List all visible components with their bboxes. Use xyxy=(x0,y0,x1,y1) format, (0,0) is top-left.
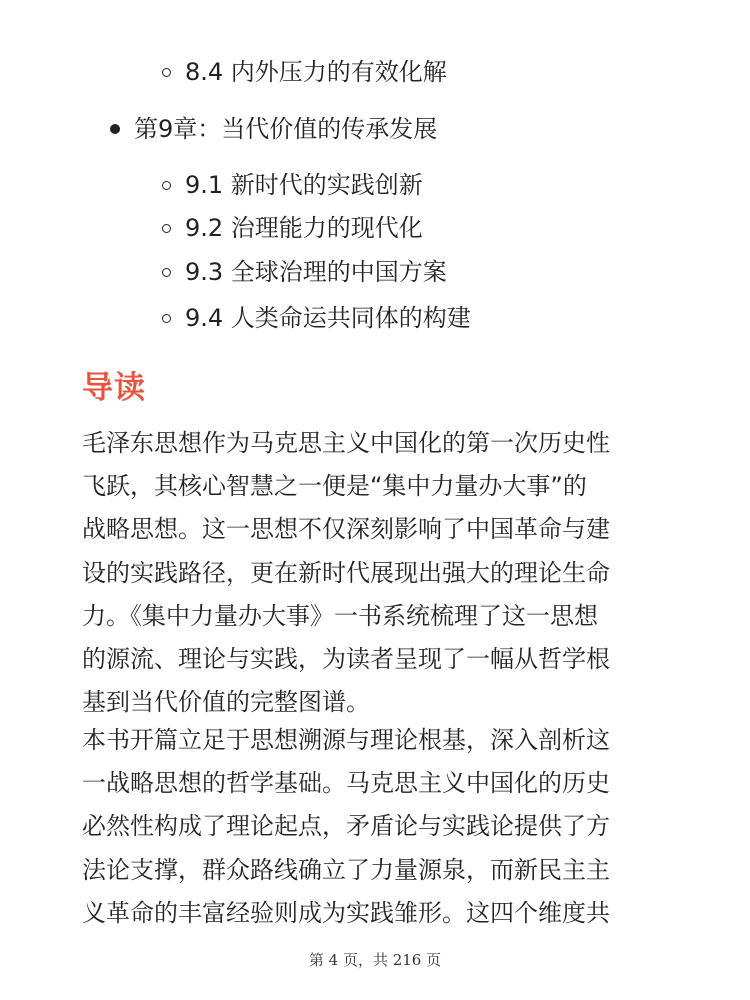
toc-section-item xyxy=(162,56,447,88)
hollow-bullet-icon xyxy=(162,181,171,190)
paragraph-line: 基到当代价值的完整图谱。 xyxy=(82,688,370,717)
toc-chapter-label: 第9章：当代价值的传承发展 xyxy=(134,115,438,143)
page-number-footer: 第 4 页，共 216 页 xyxy=(308,951,442,969)
body-paragraph xyxy=(82,422,672,724)
hollow-bullet-icon xyxy=(162,314,171,323)
toc-section-item xyxy=(162,256,447,288)
toc-section-item xyxy=(162,169,423,201)
paragraph-line: 战略思想。这一思想不仅深刻影响了中国革命与建 xyxy=(82,515,610,544)
toc-section-item xyxy=(162,212,423,244)
body-paragraph xyxy=(82,719,672,935)
paragraph-line: 一战略思想的哲学基础。马克思主义中国化的历史 xyxy=(82,769,610,798)
paragraph-line: 义革命的丰富经验则成为实践雏形。这四个维度共 xyxy=(82,898,610,927)
toc-section-label: 8.4 内外压力的有效化解 xyxy=(185,58,447,86)
paragraph-line: 毛泽东思想作为马克思主义中国化的第一次历史性 xyxy=(82,429,610,457)
paragraph-line: 的源流、理论与实践，为读者呈现了一幅从哲学根 xyxy=(82,644,610,673)
paragraph-line: 设的实践路径，更在新时代展现出强大的理论生命 xyxy=(82,558,610,587)
paragraph-line: 法论支撑，群众路线确立了力量源泉，而新民主主 xyxy=(82,855,610,884)
paragraph-line: 必然性构成了理论起点，矛盾论与实践论提供了方 xyxy=(82,812,610,841)
paragraph-line: 飞跃，其核心智慧之一便是“集中力量办大事”的 xyxy=(82,472,587,501)
section-heading: 导读 xyxy=(82,370,146,406)
toc-section-label: 9.2 治理能力的现代化 xyxy=(185,214,423,242)
hollow-bullet-icon xyxy=(162,68,171,77)
paragraph-line: 本书开篇立足于思想溯源与理论根基，深入剖析这 xyxy=(82,726,610,754)
toc-chapter-item xyxy=(110,113,437,145)
hollow-bullet-icon xyxy=(162,224,171,233)
paragraph-line: 力。《集中力量办大事》一书系统梳理了这一思想 xyxy=(82,601,598,630)
filled-bullet-icon xyxy=(110,124,120,134)
toc-section-label: 9.1 新时代的实践创新 xyxy=(185,171,423,199)
toc-section-label: 9.3 全球治理的中国方案 xyxy=(185,258,447,286)
toc-section-label: 9.4 人类命运共同体的构建 xyxy=(185,304,471,332)
toc-section-item xyxy=(162,302,471,334)
hollow-bullet-icon xyxy=(162,268,171,277)
